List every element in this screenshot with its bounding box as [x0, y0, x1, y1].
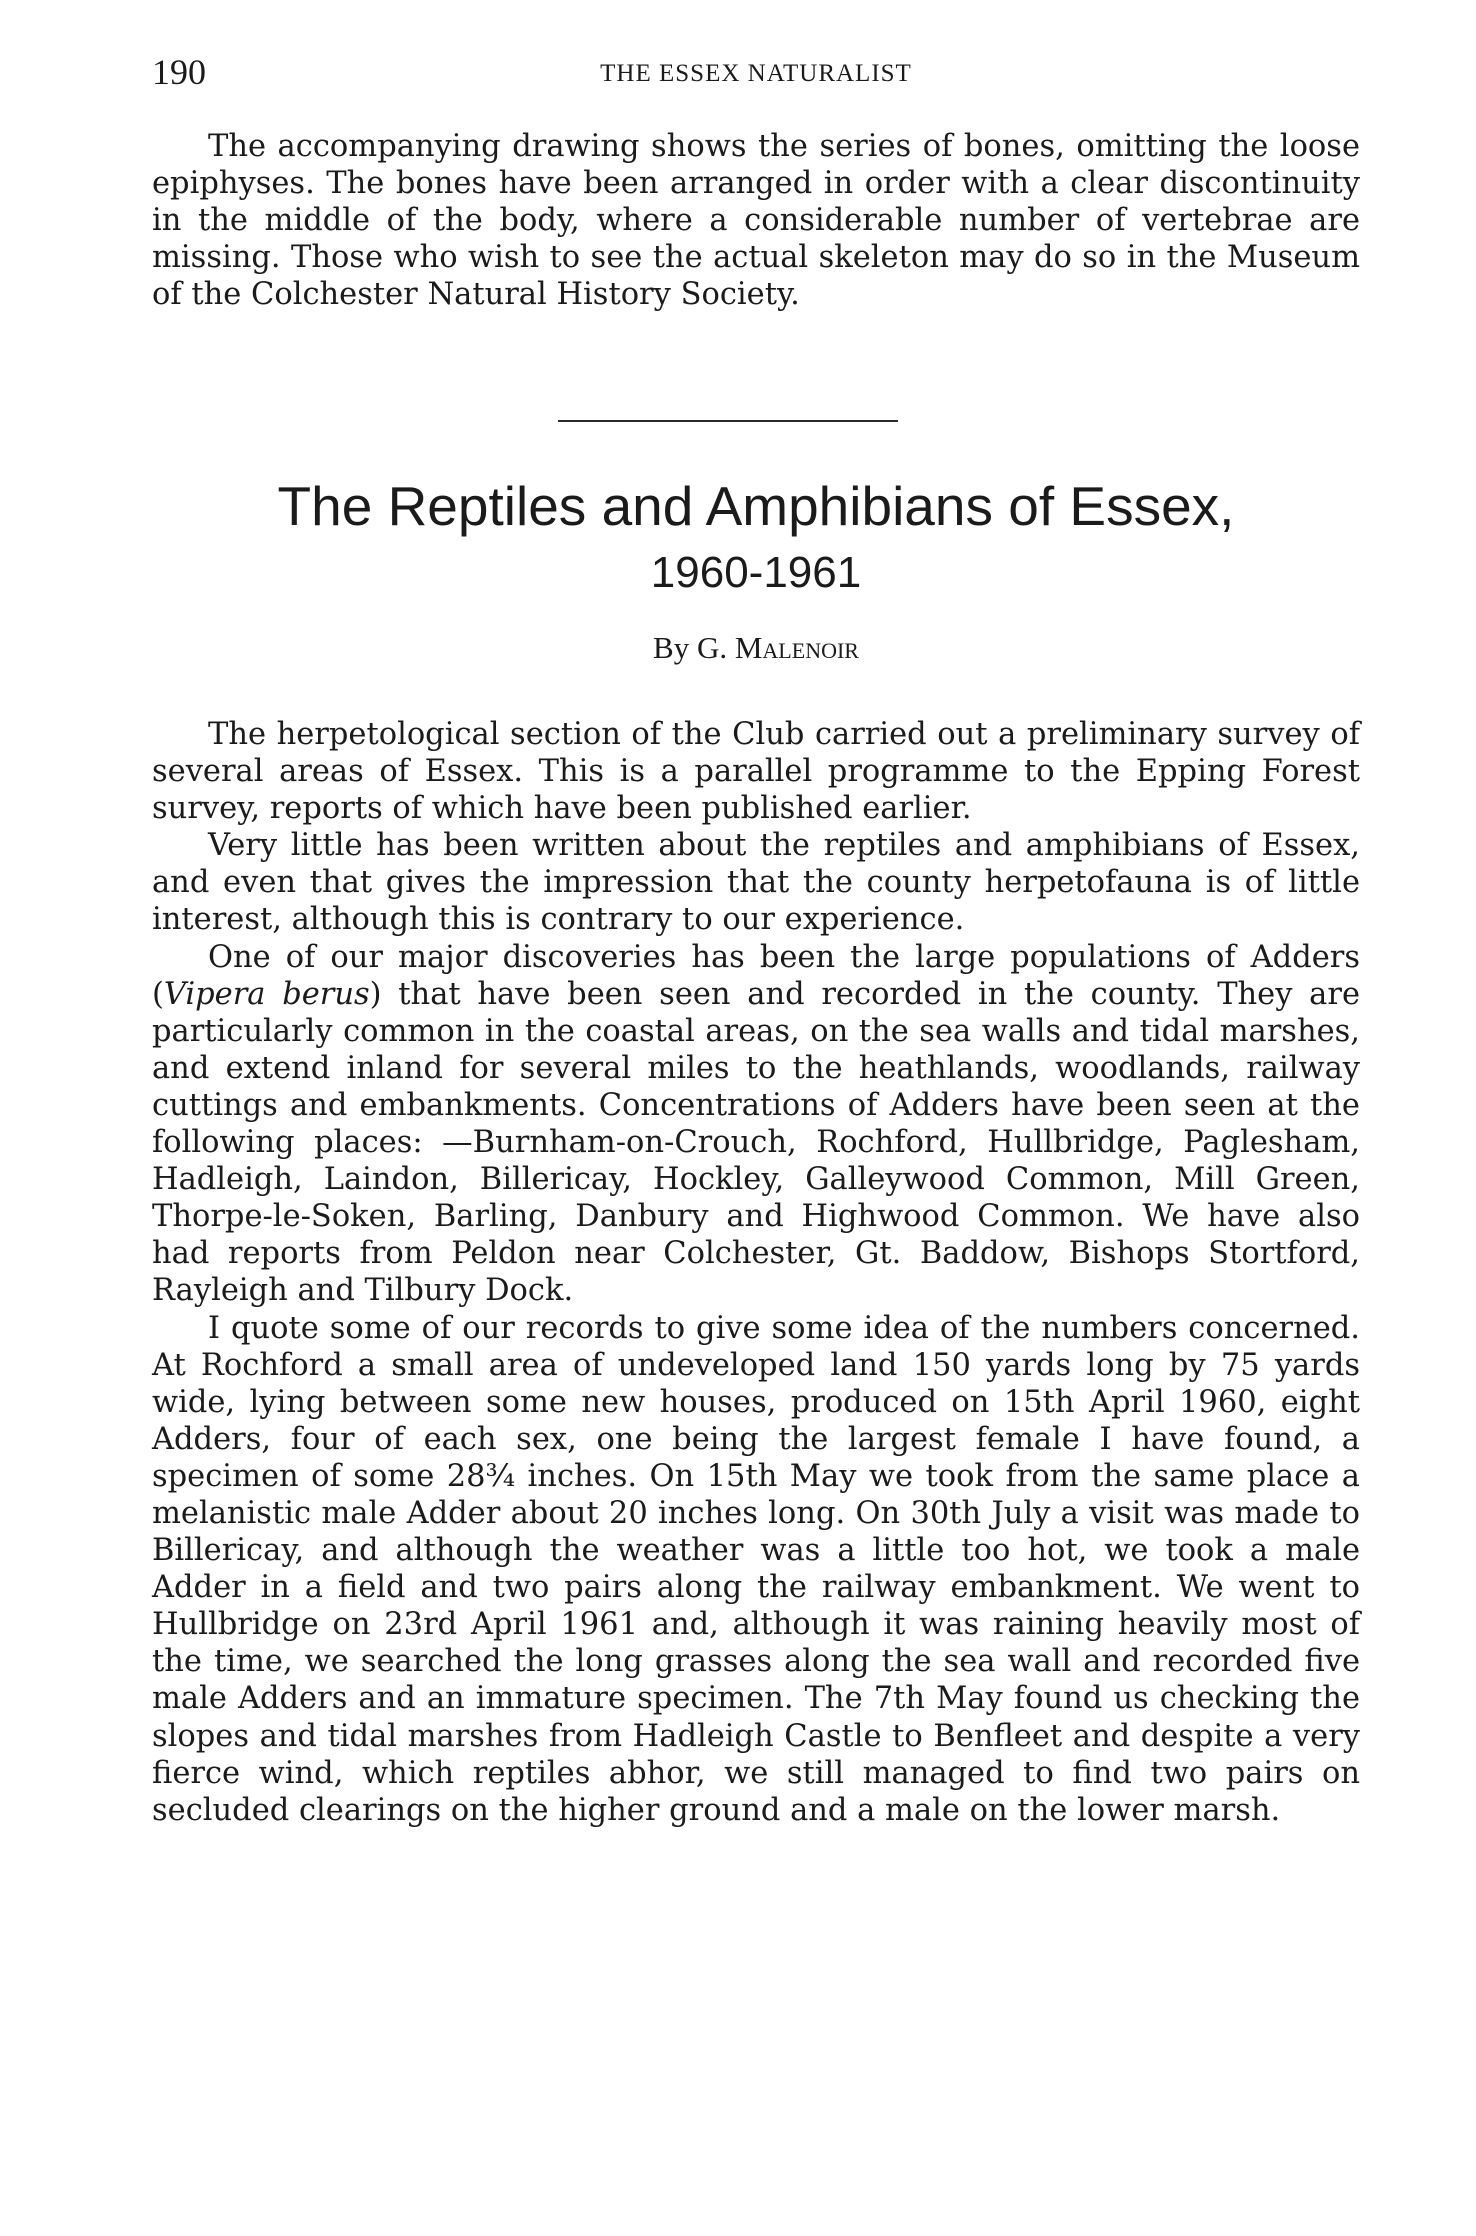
p3-text-start: One of our major discoveries has been the large populations of Adders (: [152, 939, 1360, 1012]
article-body: [152, 716, 1360, 1829]
body-paragraph-1: The herpetological section of the Club carried out a preliminary survey of several areas of Essex. This is a parallel programme to the Epping Forest survey, reports of which have been published earlier.: [152, 717, 1360, 827]
p4-text-end: inches. On 15th May we took from the same place a melanistic male Adder about 20 inches long. On 30th July a visit was made to Billericay, and although the weather was a little too hot, we took a male Adder in a field and two pairs along the railway embankment. We went to Hullbridge on 23rd April 1961 and, although it was raining heavily most of the time, we searched the long grasses along the sea wall and recorded five male Adders and an immature specimen. The 7th May found us checking the slopes and tidal marshes from Hadleigh Castle to Benfleet and despite a very fierce wind, which reptiles abhor, we still managed to find two pairs on secluded clearings on the higher ground and a male on the lower marsh.: [152, 1458, 1360, 1828]
running-header: [152, 52, 1360, 92]
article-years: 1960-1961: [650, 548, 862, 597]
body-paragraph-3: [152, 939, 1360, 1310]
section-divider: [558, 420, 898, 422]
body-paragraph-4: [152, 1310, 1360, 1829]
p3-text-end: ) that have been seen and recorded in the county. They are particularly common in the coastal areas, on the sea walls and tidal marshes, and extend inland for several miles to the heathlands, woodlands, railway cuttings and embankments. Concentrations of Adders have been seen at the following places: —Burnham-on-Crouch, Rochford, Hullbridge, Paglesham, Hadleigh, Laindon, Billericay, Hockley, Galleywood Common, Mill Green, Thorpe-le-Soken, Barling, Danbury and Highwood Common. We have also had reports from Peldon near Colchester, Gt. Baddow, Bishops Stortford, Rayleigh and Tilbury Dock.: [152, 976, 1360, 1309]
author-name: Malenoir: [734, 630, 859, 665]
specimen-length: 28¾: [446, 1458, 516, 1494]
intro-section: [152, 128, 1360, 313]
byline: [152, 628, 1360, 668]
p4-text-start: I quote some of our records to give some idea of the numbers concerned. At Rochford a small area of undeveloped land 150 yards long by 75 yards wide, lying between some new houses, produced on 15th April 1960, eight Adders, four of each sex, one being the largest female I have found, a specimen of some: [152, 1310, 1360, 1494]
byline-prefix: By G.: [653, 630, 728, 665]
page-number: 190: [152, 52, 206, 92]
species-name: Vipera berus: [163, 976, 370, 1012]
intro-paragraph: The accompanying drawing shows the series of bones, omitting the loose epiphyses. The bones have been arranged in order with a clear discontinuity in the middle of the body, where a considerable number of vertebrae are missing. Those who wish to see the actual skeleton may do so in the Museum of the Colchester Natural History Society.: [152, 129, 1360, 313]
article-title: The Reptiles and Amphibians of Essex,: [277, 475, 1235, 537]
body-paragraph-2: Very little has been written about the reptiles and amphibians of Essex, and even that gives the impression that the county herpetofauna is of little interest, although this is contrary to our experience.: [152, 828, 1360, 938]
journal-title: THE ESSEX NATURALIST: [600, 60, 912, 87]
